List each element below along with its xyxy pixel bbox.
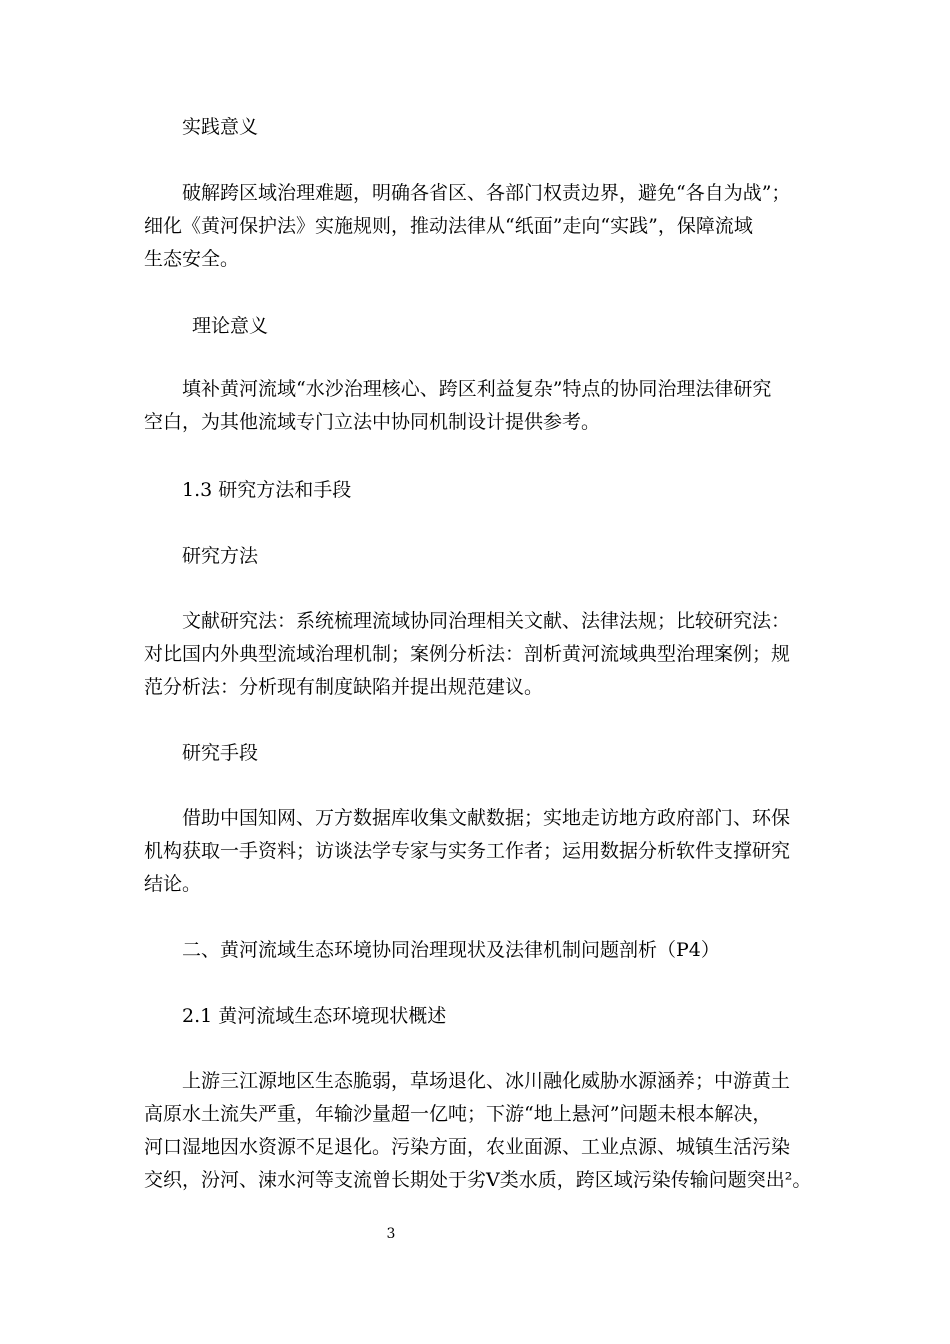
- text-line: 范分析法：分析现有制度缺陷并提出规范建议。: [144, 676, 544, 698]
- paragraph-theoretical-significance: [144, 373, 804, 439]
- text-line: 细化《黄河保护法》实施规则，推动法律从“纸面”走向“实践”，保障流域: [144, 215, 753, 237]
- text-line: 生态安全。: [144, 248, 240, 270]
- heading-research-methods: 研究方法: [182, 545, 259, 567]
- heading-theoretical-significance: 理论意义: [192, 315, 269, 337]
- text-line: 文献研究法：系统梳理流域协同治理相关文献、法律法规；比较研究法：: [182, 610, 791, 632]
- text-line: 填补黄河流域“水沙治理核心、跨区利益复杂”特点的协同治理法律研究: [182, 378, 772, 400]
- page-number: 3: [386, 1226, 396, 1242]
- text-line: 对比国内外典型流域治理机制；案例分析法：剖析黄河流域典型治理案例；规: [144, 643, 791, 665]
- heading-section-1-3: 1.3 研究方法和手段: [182, 479, 352, 501]
- text-line: 高原水土流失严重，年输沙量超一亿吨；下游“地上悬河”问题未根本解决，: [144, 1103, 772, 1125]
- heading-research-means: 研究手段: [182, 742, 259, 764]
- text-line: 借助中国知网、万方数据库收集文献数据；实地走访地方政府部门、环保: [182, 807, 791, 829]
- text-line: 机构获取一手资料；访谈法学专家与实务工作者；运用数据分析软件支撑研究: [144, 840, 791, 862]
- text-line: 河口湿地因水资源不足退化。污染方面，农业面源、工业点源、城镇生活污染: [144, 1136, 791, 1158]
- text-line: 上游三江源地区生态脆弱，草场退化、冰川融化威胁水源涵养；中游黄土: [182, 1070, 791, 1092]
- paragraph-ecological-status: [144, 1065, 812, 1197]
- text-line: 空白，为其他流域专门立法中协同机制设计提供参考。: [144, 411, 601, 433]
- paragraph-research-methods: [144, 605, 804, 704]
- heading-section-2-1: 2.1 黄河流域生态环境现状概述: [182, 1005, 447, 1027]
- heading-practical-significance: 实践意义: [182, 116, 259, 138]
- heading-chapter-2: 二、黄河流域生态环境协同治理现状及法律机制问题剖析（P4）: [182, 939, 720, 961]
- text-line: 破解跨区域治理难题，明确各省区、各部门权责边界，避免“各自为战”；: [182, 182, 791, 204]
- paragraph-research-means: [144, 802, 804, 901]
- text-line: 结论。: [144, 873, 202, 895]
- paragraph-practical-significance: [144, 177, 804, 276]
- text-line: 交织，汾河、涑水河等支流曾长期处于劣Ⅴ类水质，跨区域污染传输问题突出²。: [144, 1169, 812, 1191]
